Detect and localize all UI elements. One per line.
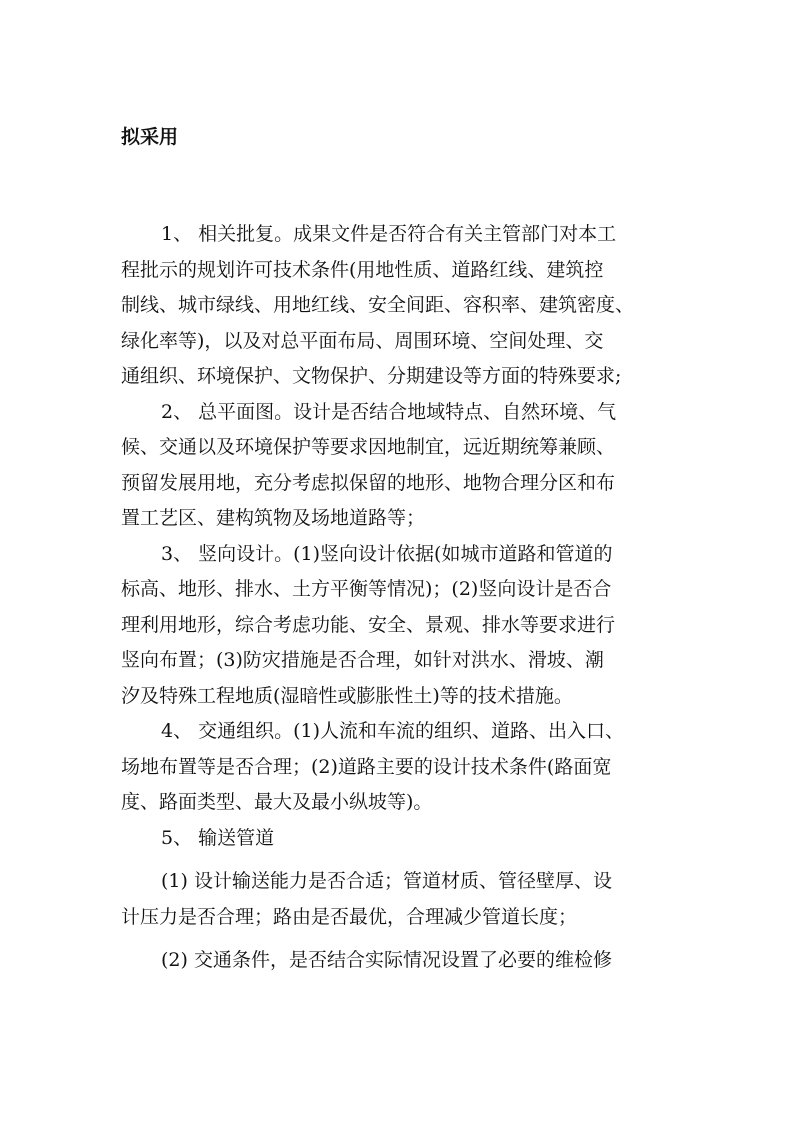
- text-line: 计压力是否合理；路由是否最优，合理减少管道长度；: [121, 905, 578, 928]
- text-line: 通组织、环境保护、文物保护、分期建设等方面的特殊要求;: [121, 365, 622, 387]
- text-line: 度、路面类型、最大及最小纵坡等)。: [121, 791, 433, 813]
- section-heading: 拟采用: [121, 126, 179, 148]
- text-line: 场地布置等是否合理；(2)道路主要的设计技术条件(路面宽: [121, 755, 612, 778]
- body-text: [121, 217, 681, 979]
- text-line: 汐及特殊工程地质(湿暗性或膨胀性土)等的技术措施。: [121, 684, 573, 707]
- text-line: 2、 总平面图。设计是否结合地域特点、自然环境、气: [161, 400, 617, 423]
- text-line: 理利用地形，综合考虑功能、安全、景观、排水等要求进行: [121, 613, 616, 636]
- text-line: 置工艺区、建构筑物及场地道路等；: [121, 507, 426, 529]
- paragraph-gap: [121, 935, 681, 943]
- text-line: 制线、城市绿线、用地红线、安全间距、容积率、建筑密度、: [121, 294, 635, 316]
- text-line: 4、 交通组织。(1)人流和车流的组织、道路、出入口、: [161, 720, 625, 742]
- text-line: 1、 相关批复。成果文件是否符合有关主管部门对本工: [161, 223, 617, 245]
- text-line: 绿化率等)，以及对总平面布局、周围环境、空间处理、交: [121, 329, 604, 352]
- text-line: 竖向布置；(3)防灾措施是否合理，如针对洪水、滑坡、潮: [121, 649, 604, 671]
- text-line: 5、 输送管道: [161, 826, 275, 849]
- text-line: (1) 设计输送能力是否合适；管道材质、管径壁厚、设: [161, 870, 612, 892]
- paragraph-gap: [121, 856, 681, 864]
- text-line: 3、 竖向设计。(1)竖向设计依据(如城市道路和管道的: [161, 542, 613, 565]
- text-line: (2) 交通条件，是否结合实际情况设置了必要的维检修: [161, 949, 612, 971]
- text-line: 预留发展用地，充分考虑拟保留的地形、地物合理分区和布: [121, 471, 616, 494]
- text-line: 程批示的规划许可技术条件(用地性质、道路红线、建筑控: [121, 258, 604, 281]
- text-line: 候、交通以及环境保护等要求因地制宜，远近期统筹兼顾、: [121, 436, 616, 458]
- text-line: 标高、地形、排水、土方平衡等情况)；(2)竖向设计是否合: [121, 578, 612, 600]
